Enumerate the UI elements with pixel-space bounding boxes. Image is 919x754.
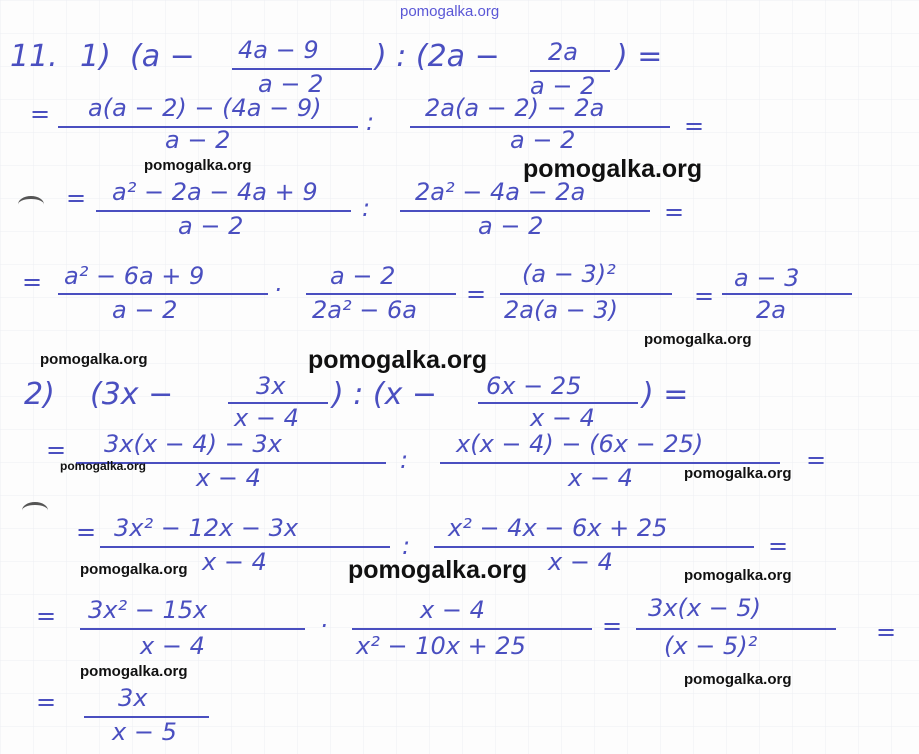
p2l3-frac1-num: 3x² − 12x − 3x: [114, 514, 299, 542]
p1l4-eq2: =: [466, 280, 487, 308]
p1l4-frac1-bar: [58, 293, 268, 295]
p2l3-frac2-num: x² − 4x − 6x + 25: [448, 514, 668, 542]
p2l4-frac3-num: 3x(x − 5): [648, 594, 762, 622]
p1l4-frac4-den: 2a: [756, 296, 786, 324]
p2l1-frac1-den: x − 4: [234, 404, 299, 432]
p2l4-frac3-bar: [636, 628, 836, 630]
p1l3-frac2-num: 2a² − 4a − 2a: [415, 178, 586, 206]
watermark-11: pomogalka.org: [80, 663, 188, 680]
p1l4-eq: =: [22, 268, 43, 296]
p2l4-frac2-num: x − 4: [420, 596, 485, 624]
p2l1-frac2-den: x − 4: [530, 404, 595, 432]
exercise-number: 11.: [10, 39, 58, 74]
p1l1-frac1-num: 4a − 9: [238, 36, 319, 64]
p1l3-end: =: [664, 198, 685, 226]
p2l4-frac3-den: (x − 5)²: [664, 632, 758, 660]
watermark-1: pomogalka.org: [144, 157, 252, 174]
watermark-7: pomogalka.org: [684, 465, 792, 482]
p2l1-open: (3x −: [90, 377, 174, 412]
top-watermark: pomogalka.org: [400, 3, 500, 20]
p1l3-frac1-den: a − 2: [178, 212, 244, 240]
watermark-9: pomogalka.org: [348, 556, 528, 584]
p2l2-frac1-num: 3x(x − 4) − 3x: [104, 430, 282, 458]
p1l2-op: :: [366, 108, 375, 136]
p1l1-mid: ) : (2a −: [375, 39, 500, 74]
watermark-12: pomogalka.org: [684, 671, 792, 688]
p2l4-frac1-bar: [80, 628, 305, 630]
p1l3-frac1-num: a² − 2a − 4a + 9: [112, 178, 318, 206]
p1l3-frac2-den: a − 2: [478, 212, 544, 240]
p1l4-op: ·: [274, 276, 282, 304]
p1l1-frac2-den: a − 2: [530, 72, 596, 100]
p1l1-end: ) =: [616, 39, 663, 74]
p2l3-frac1-den: x − 4: [202, 548, 267, 576]
p2l4-frac1-den: x − 4: [140, 632, 205, 660]
p1l4-frac3-den: 2a(a − 3): [504, 296, 619, 324]
p2l4-op: ·: [320, 612, 328, 640]
p1l4-frac2-den: 2a² − 6a: [312, 296, 417, 324]
p1l2-frac1-num: a(a − 2) − (4a − 9): [88, 94, 322, 122]
p2l5-frac1-den: x − 5: [112, 718, 177, 746]
p2l4-eq: =: [36, 602, 57, 630]
watermark-3: pomogalka.org: [644, 331, 752, 348]
watermark-4: pomogalka.org: [40, 351, 148, 368]
watermark-6: pomogalka.org: [60, 459, 147, 473]
watermark-10: pomogalka.org: [684, 567, 792, 584]
p2l4-frac2-bar: [352, 628, 592, 630]
p2l2-eq: =: [46, 436, 67, 464]
p2l3-end: =: [768, 532, 789, 560]
p1l2-frac2-den: a − 2: [510, 126, 576, 154]
p2l3-eq: =: [76, 518, 97, 546]
p1l3-op: :: [362, 194, 371, 222]
p2l5-frac1-num: 3x: [118, 684, 148, 712]
p2l1-frac1-num: 3x: [256, 372, 286, 400]
p2l3-frac2-den: x − 4: [548, 548, 613, 576]
p2l1-mid: ) : (x −: [332, 377, 438, 412]
watermark-8: pomogalka.org: [80, 561, 188, 578]
p2l4-frac1-num: 3x² − 15x: [88, 596, 208, 624]
p1l4-frac1-den: a − 2: [112, 296, 178, 324]
p2l4-end: =: [876, 618, 897, 646]
p1l4-frac3-num: (a − 3)²: [522, 260, 616, 288]
p1l2-frac2-num: 2a(a − 2) − 2a: [425, 94, 605, 122]
p2l4-frac2-den: x² − 10x + 25: [356, 632, 526, 660]
p2l3-op: :: [402, 532, 411, 560]
p2l5-eq: =: [36, 688, 57, 716]
p1l4-frac1-num: a² − 6a + 9: [64, 262, 205, 290]
p1l1-open: (a −: [130, 39, 195, 74]
part2-label: 2): [24, 377, 55, 412]
p2l2-frac2-den: x − 4: [568, 464, 633, 492]
p1l4-frac4-bar: [722, 293, 852, 295]
p1l1-frac2-num: 2a: [548, 38, 578, 66]
part1-label: 1): [80, 39, 111, 74]
p1l4-frac3-bar: [500, 293, 672, 295]
p2l2-frac1-den: x − 4: [196, 464, 261, 492]
p1l2-end: =: [684, 112, 705, 140]
p1l4-eq3: =: [694, 282, 715, 310]
p2l4-eq2: =: [602, 612, 623, 640]
p2l2-end: =: [806, 446, 827, 474]
p1l4-frac2-bar: [306, 293, 456, 295]
p2l1-end: ) =: [642, 377, 689, 412]
p1l3-eq: =: [66, 184, 87, 212]
notebook-hole-mark-lower: [22, 502, 48, 519]
p2l2-op: :: [400, 446, 409, 474]
watermark-5: pomogalka.org: [308, 346, 488, 374]
p1l1-frac1-den: a − 2: [258, 70, 324, 98]
watermark-2: pomogalka.org: [523, 155, 703, 183]
p1l2-eq: =: [30, 100, 51, 128]
p2l1-frac2-num: 6x − 25: [486, 372, 582, 400]
p1l4-frac4-num: a − 3: [734, 264, 800, 292]
p1l2-frac1-den: a − 2: [165, 126, 231, 154]
p2l2-frac2-num: x(x − 4) − (6x − 25): [456, 430, 704, 458]
notebook-hole-mark-upper: [18, 196, 44, 213]
p1l4-frac2-num: a − 2: [330, 262, 396, 290]
